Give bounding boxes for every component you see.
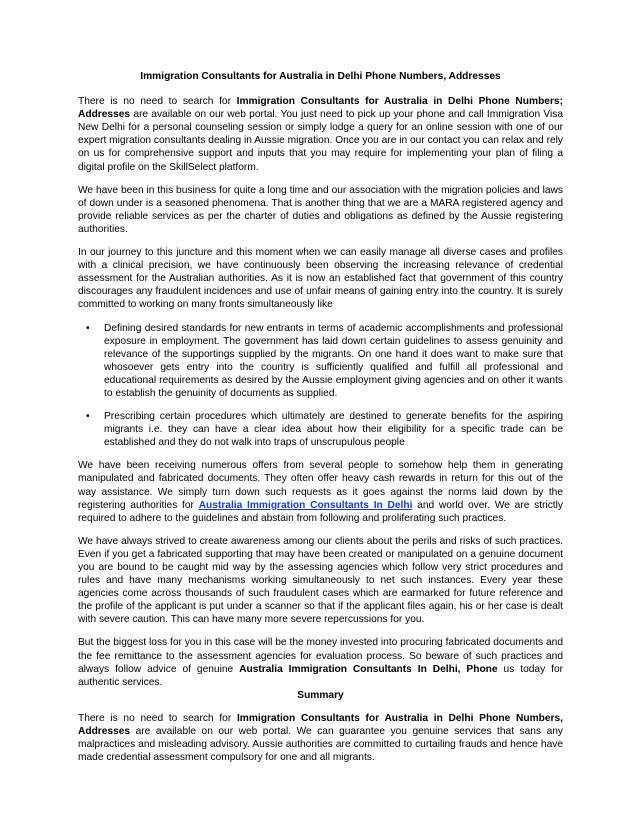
summary-text-end: are available on our web portal. We can guarantee you genuine services that sans any malpractices and misleading advisory. Aussie authorities are committed to curtailing frauds and hence have made credential assessment compulsory for one and all migrants. [78, 726, 563, 764]
offers-text-end: and world over. We are strictly required to adhere to the guidelines and abstain from following and proliferating such practices. [78, 499, 563, 524]
paragraph-loss [78, 636, 563, 688]
intro-text-start: There is no need to search for [78, 96, 237, 108]
paragraph-experience: We have been in this business for quite a long time and our association with the migration policies and laws of down under is a seasoned phenomena. That is another thing that we are a MARA registered agency and provide reliable services as per the charter of duties and obligations as defined by the Aussie registering authorities. [78, 184, 563, 235]
summary-heading: Summary [297, 689, 344, 701]
document-page [78, 70, 563, 774]
offers-text-start: We have been receiving numerous offers from several people to somehow help them in generating manipulated and fabricated documents. They often offer heavy cash rewards in return for this out of the way assistance. We simply turn down such requests as it goes against the norms laid down by the registering authorities for [78, 460, 563, 511]
loss-text-end: us today for authentic services. [78, 663, 563, 688]
bullet-icon: • [86, 322, 90, 334]
loss-text-start: But the biggest loss for you in this case will be the money invested into procuring fabricated documents and the fee remittance to the assessment agencies for evaluation process. So beware of such practices and always follow advice of genuine [78, 637, 563, 675]
intro-bold-keyword: Immigration Consultants for Australia in Delhi Phone Numbers; Addresses [78, 96, 563, 121]
paragraph-intro [78, 95, 563, 174]
bullet-list [78, 322, 563, 450]
document-title: Immigration Consultants for Australia in Delhi Phone Numbers, Addresses [140, 71, 501, 82]
paragraph-offers [78, 459, 563, 524]
bullet-text: Defining desired standards for new entrants in terms of academic accomplishments and professional exposure in employment. The government has laid down certain guidelines to assess genuinity and relevance of the supportings supplied by the migrants. On one hand it does want to make sure that whosoever gets entry into the country is sufficiently qualified and fulfill all professional and educational requirements as desired by the Aussie employment giving agencies and on other it wants to establish the genuinity of documents as supplied. [104, 322, 563, 399]
loss-bold-keyword: Australia Immigration Consultants In Delhi, Phone [239, 663, 498, 675]
paragraph-awareness: We have always strived to create awareness among our clients about the perils and risks of such practices. Even if you get a fabricated supporting that may have been created or manipulated on a genuine document you are bound to be caught mid way by the assessing agencies which follow very strict procedures and rules and have many mechanisms working simultaneously to net such instances. Every year these agencies come across thousands of such fraudulent cases which are earmarked for future reference and the profile of the applicant is put under a scanner so that if the applicant files again, his or her case is dealt with severe caution. This can have many more severe repercussions for you. [78, 535, 563, 626]
summary-text-start: There is no need to search for [78, 712, 237, 724]
intro-text-end: are available on our web portal. You just need to pick up your phone and call Immigration Visa New Delhi for a personal counseling session or simply lodge a query for an online session with one of our expert migration consultants dealing in Aussie migration. Once you are in our contact you can relax and rely on us for comprehensive support and inputs that you may require for implementing your plan of filing a digital profile on the SkillSelect platform. [78, 109, 563, 173]
bullet-item [78, 410, 563, 449]
summary-bold-keyword: Immigration Consultants for Australia in Delhi Phone Numbers, Addresses [78, 712, 563, 738]
bullet-icon: • [86, 411, 90, 423]
bullet-text: Prescribing certain procedures which ultimately are destined to generate benefits for the aspiring migrants i.e. they can have a clear idea about how their eligibility for a specific trade can be established and they do not walk into traps of unscrupulous people [104, 411, 563, 449]
consultants-link[interactable]: Australia Immigration Consultants In Delhi [198, 499, 413, 511]
bullet-item [78, 322, 563, 401]
paragraph-journey: In our journey to this juncture and this moment when we can easily manage all diverse cases and profiles with a clinical precision, we have continuously been observing the increasing relevance of credential assessment for the Australian authorities. As it is now an established fact that government of this country discourages any fraudulent incidences and use of unfair means of gaining entry into the country. It is surely committed to working on many fronts simultaneously like [78, 247, 563, 311]
paragraph-summary [78, 712, 563, 764]
